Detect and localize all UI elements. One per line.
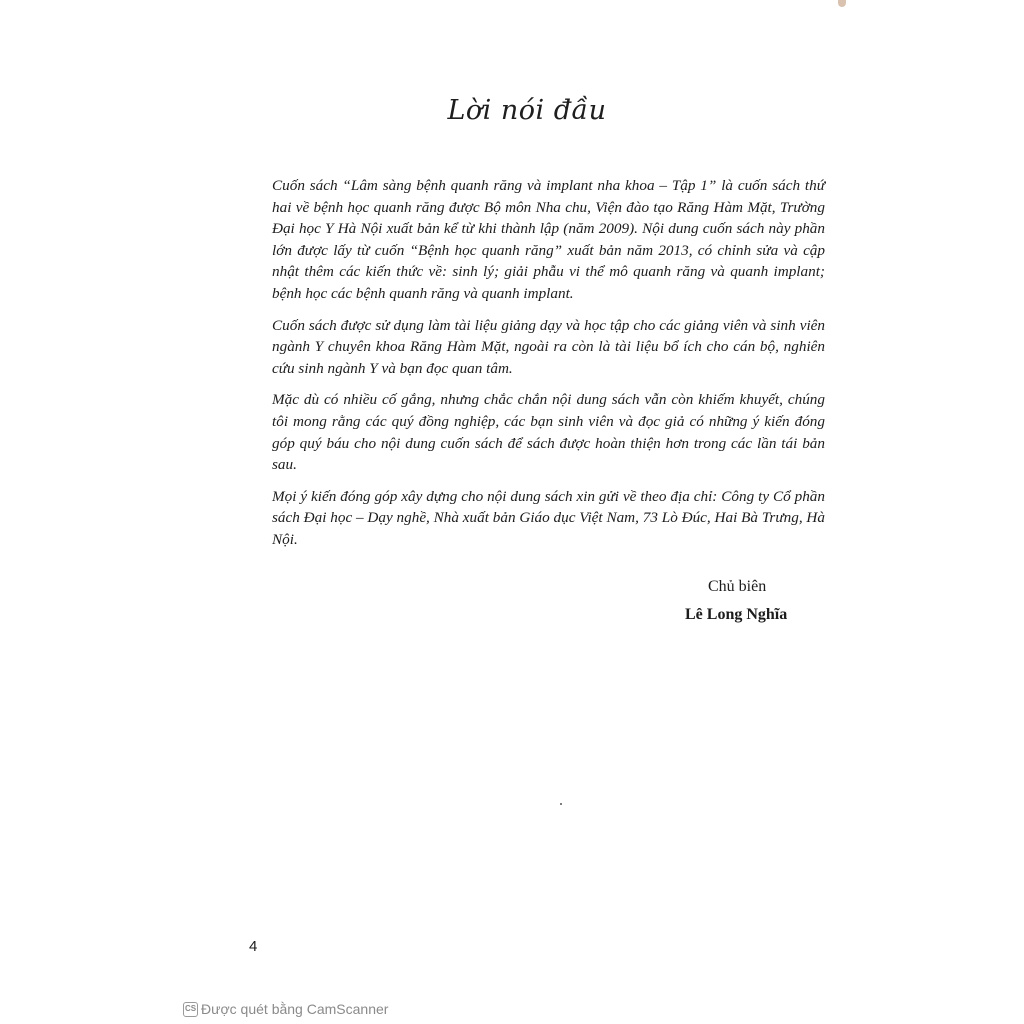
camscanner-logo-icon: CS [183,1002,198,1017]
signature-role: Chủ biên [708,578,767,595]
paragraph-4: Mọi ý kiến đóng góp xây dựng cho nội dung sách xin gửi về theo địa chỉ: Công ty Cổ phần sách Đại học – Dạy nghề, Nhà xuất bản Giáo dục Việt Nam, 73 Lò Đúc, Hai Bà Trưng, Hà Nội. [272,487,825,548]
page-title: Lời nói đầu [447,95,607,126]
preface-body [272,175,825,561]
signature-name: Lê Long Nghĩa [685,606,788,623]
scan-speck [560,803,562,805]
page-number: 4 [249,938,258,955]
signature-block [685,578,787,624]
watermark-text: Được quét bằng CamScanner [201,1001,389,1017]
scan-artifact [838,0,846,7]
paragraph-1: Cuốn sách “Lâm sàng bệnh quanh răng và implant nha khoa – Tập 1” là cuốn sách thứ hai về bệnh học quanh răng được Bộ môn Nha chu, Viện đào tạo Răng Hàm Mặt, Trường Đại học Y Hà Nội xuất bản kể từ khi thành lập (năm 2009). Nội dung cuốn sách này phần lớn được lấy từ cuốn “Bệnh học quanh răng” xuất bản năm 2013, có chỉnh sửa và cập nhật thêm các kiến thức về: sinh lý; giải phẫu vi thể mô quanh răng và quanh implant; bệnh học các bệnh quanh răng và quanh implant. [272,177,825,302]
paragraph-3: Mặc dù có nhiều cố gắng, nhưng chắc chắn nội dung sách vẫn còn khiếm khuyết, chúng tôi mong rằng các quý đồng nghiệp, các bạn sinh viên và đọc giả có những ý kiến đóng góp quý báu cho nội dung cuốn sách để sách được hoàn thiện hơn trong các lần tái bản sau. [272,391,825,474]
paragraph-2: Cuốn sách được sử dụng làm tài liệu giảng dạy và học tập cho các giảng viên và sinh viên ngành Y chuyên khoa Răng Hàm Mặt, ngoài ra còn là tài liệu bổ ích cho cán bộ, nghiên cứu sinh ngành Y và bạn đọc quan tâm. [272,316,825,377]
camscanner-watermark [183,1001,388,1017]
